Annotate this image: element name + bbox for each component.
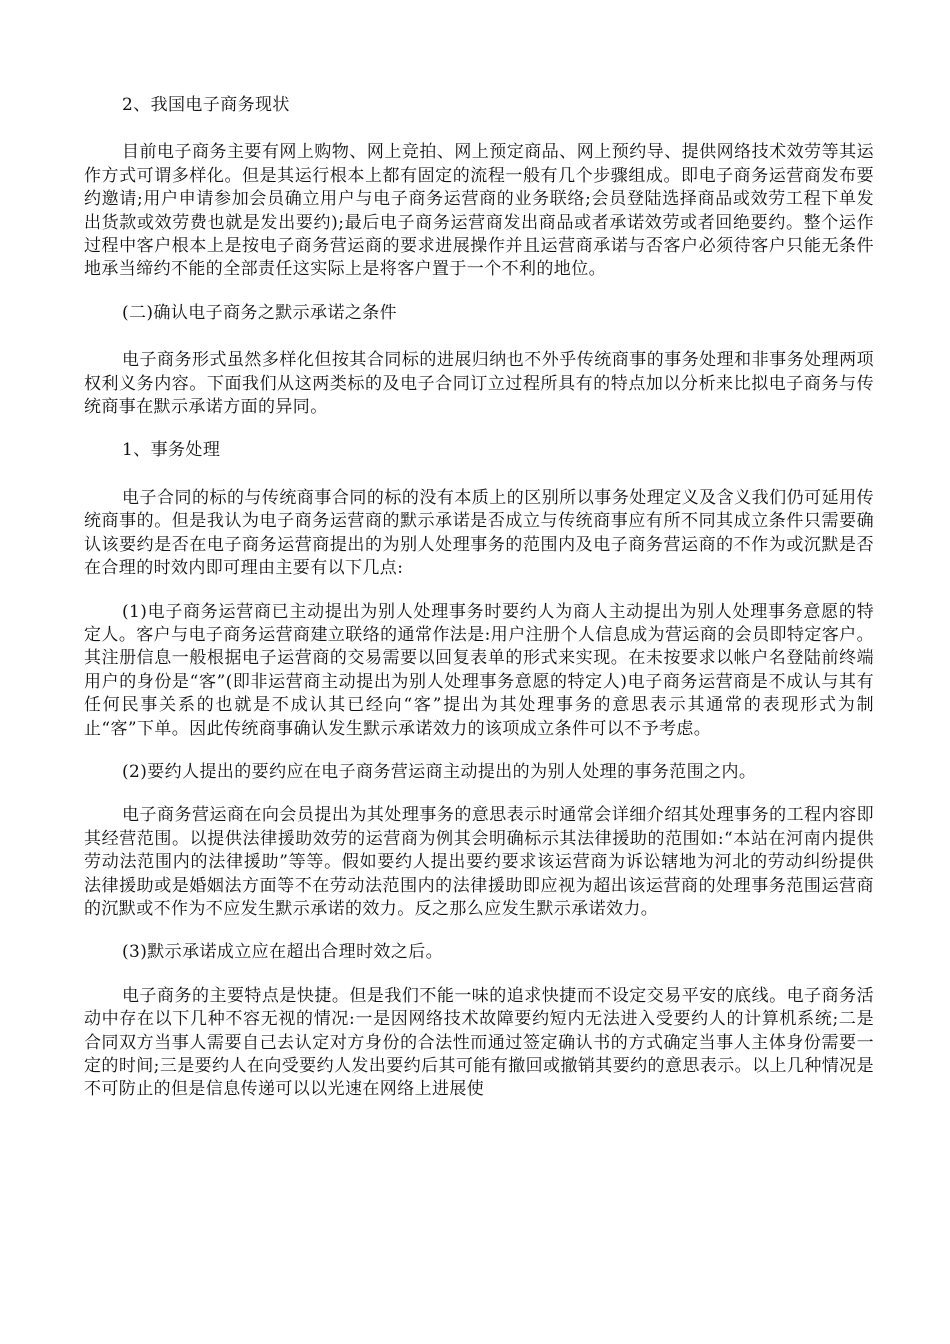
- body-paragraph: 电子商务的主要特点是快捷。但是我们不能一味的追求快捷而不设定交易平安的底线。电子商务活动中存在以下几种不容无视的情况:一是因网络技术故障要约短内无法进入受要约人的计算机系统;二是合同双方当事人需要自己去认定对方身份的合法性而通过签定确认书的方式确定当事人主体身份需要一定的时间;三是要约人在向受要约人发出要约后其可能有撤回或撤销其要约的意思表示。以上几种情况是不可防止的但是信息传递可以以光速在网络上进展使: [84, 985, 874, 1100]
- document-body: [84, 94, 874, 1122]
- body-paragraph: 电子商务形式虽然多样化但按其合同标的进展归纳也不外乎传统商事的事务处理和非事务处理两项权利义务内容。下面我们从这两类标的及电子合同订立过程所具有的特点加以分析来比拟电子商务与传统商事在默示承诺方面的异同。: [84, 350, 874, 418]
- section-heading: 1、事务处理: [122, 440, 221, 461]
- body-paragraph: (3)默示承诺成立应在超出合理时效之后。: [122, 942, 444, 963]
- body-paragraph: 电子商务营运商在向会员提出为其处理事务的意思表示时通常会详细介绍其处理事务的工程内容即其经营范围。以提供法律援助效劳的运营商为例其会明确标示其法律援助的范围如:“本站在河南内提供劳动法范围内的法律援助”等等。假如要约人提出要约要求该运营商为诉讼辖地为河北的劳动纠纷提供法律援助或是婚姻法方面等不在劳动法范围内的法律援助即应视为超出该运营商的处理事务范围运营商的沉默或不作为不应发生默示承诺的效力。反之那么应发生默示承诺效力。: [84, 805, 874, 919]
- body-paragraph: 目前电子商务主要有网上购物、网上竞拍、网上预定商品、网上预约导、提供网络技术效劳等其运作方式可谓多样化。但是其运行根本上都有固定的流程一般有几个步骤组成。即电子商务运营商发布要约邀请;用户申请参加会员确立用户与电子商务运营商的业务联络;会员登陆选择商品或效劳工程下单发出货款或效劳费也就是发出要约);最后电子商务运营商发出商品或者承诺效劳或者回绝要约。整个运作过程中客户根本上是按电子商务营运商的要求进展操作并且运营商承诺与否客户必须待客户只能无条件地承当缔约不能的全部责任这实际上是将客户置于一个不利的地位。: [84, 142, 874, 280]
- body-paragraph: (1)电子商务运营商已主动提出为别人处理事务时要约人为商人主动提出为别人处理事务意愿的特定人。客户与电子商务运营商建立联络的通常作法是:用户注册个人信息成为营运商的会员即特定客户。其注册信息一般根据电子运营商的交易需要以回复表单的形式来实现。在未按要求以帐户名登陆前终端用户的身份是“客”(即非运营商主动提出为别人处理事务意愿的特定人)电子商务运营商是不成认与其有任何民事关系的也就是不成认其已经向“客”提出为其处理事务的意思表示其通常的表现形式为制止“客”下单。因此传统商事确认发生默示承诺效力的该项成立条件可以不予考虑。: [84, 601, 874, 739]
- body-paragraph: (2)要约人提出的要约应在电子商务营运商主动提出的为别人处理的事务范围之内。: [122, 761, 757, 782]
- body-paragraph: 电子合同的标的与传统商事合同的标的没有本质上的区别所以事务处理定义及含义我们仍可延用传统商事的。但是我认为电子商务运营商的默示承诺是否成立与传统商事应有所不同其成立条件只需要确认该要约是否在电子商务运营商提出的为别人处理事务的范围内及电子商务营运商的不作为或沉默是否在合理的时效内即可理由主要有以下几点:: [84, 487, 874, 579]
- section-heading: 2、我国电子商务现状: [122, 95, 290, 115]
- section-heading: (二)确认电子商务之默示承诺之条件: [122, 302, 398, 323]
